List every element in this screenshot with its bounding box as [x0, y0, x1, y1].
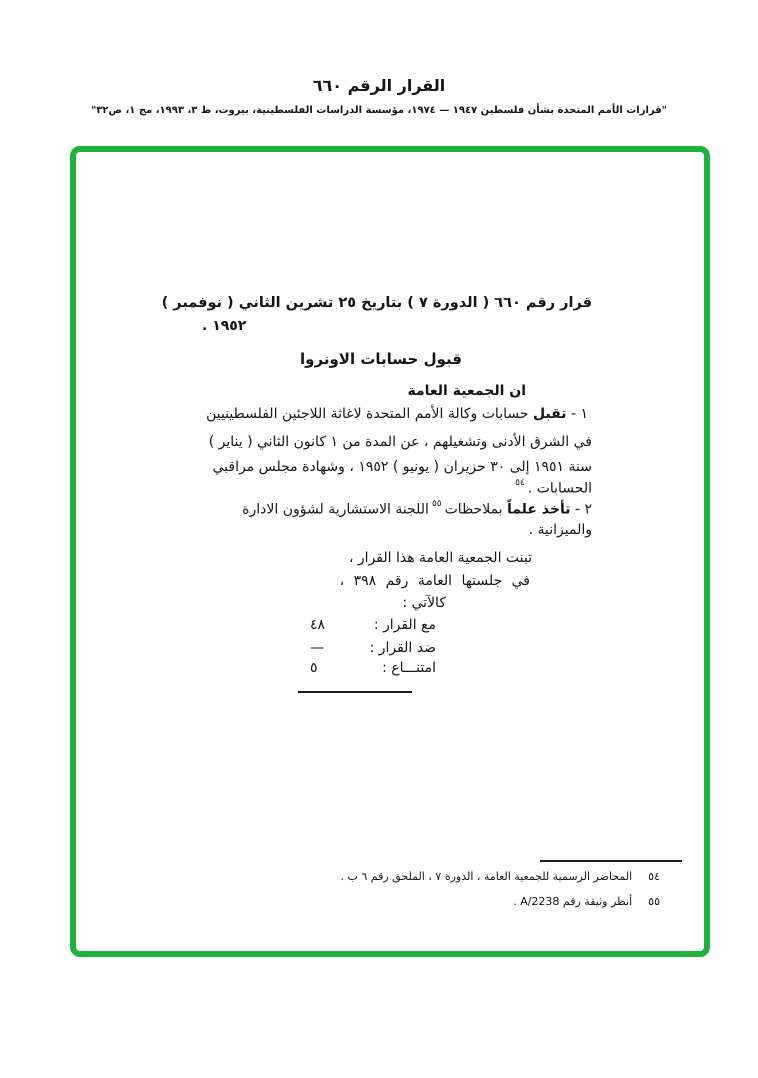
footnote-text: المحاضر الرسمية للجمعية العامة ، الدورة ٧ ، الملحق رقم ٦ ب . — [340, 870, 633, 883]
paragraph-1-line-3: سنة ١٩٥١ إلى ٣٠ حزيران ( يونيو ) ١٩٥٢ ، وشهادة مجلس مراقبي — [212, 459, 592, 475]
document-title: القرار الرقم ٦٦٠ — [312, 76, 446, 95]
footnote-marker: ٥٤ — [648, 870, 660, 883]
document-content — [161, 152, 592, 951]
vote-label: ضد القرار : — [369, 640, 436, 656]
vote-row-abstain — [310, 658, 436, 678]
paragraph-2-number: ٢ - — [570, 501, 592, 518]
resolution-heading-line1: قرار رقم ٦٦٠ ( الدورة ٧ ) بتاريخ ٢٥ تشرين الثاني ( نوفمبر ) — [161, 295, 592, 311]
adoption-line-3: كالآتي : — [402, 595, 446, 611]
annotation-frame — [70, 146, 710, 957]
footnote-ref-55: ٥٥ — [431, 499, 442, 509]
resolution-heading-line2: ١٩٥٢ . — [202, 318, 247, 334]
resolution-subject-title: قبول حسابات الاونروا — [300, 350, 462, 368]
vote-value: ٥ — [310, 660, 318, 676]
resolution-opener: ان الجمعية العامة — [407, 383, 526, 399]
paragraph-2-line-1 — [170, 496, 592, 520]
footnote-item-54 — [341, 867, 661, 887]
vote-value: ٤٨ — [310, 617, 326, 633]
footnotes — [341, 867, 661, 917]
paragraph-2-text: بملاحظات — [444, 501, 508, 518]
vote-label: مع القرار : — [373, 617, 436, 633]
paragraph-2-text-rest: اللجنة الاستشارية لشؤون الادارة — [242, 501, 429, 518]
paragraph-1-verb: تقبل — [532, 406, 567, 422]
paragraph-1-text: حسابات وكالة الأمم المتحدة لاغاثة اللاجئين الفلسطينيين — [206, 406, 533, 422]
adoption-line-1: تبنت الجمعية العامة هذا القرار ، — [348, 550, 532, 566]
votes-underline — [298, 691, 412, 693]
vote-row-against — [310, 638, 436, 658]
footnote-ref-54: ٥٤ — [515, 478, 525, 488]
vote-label: امتنـــاع : — [382, 660, 436, 676]
footnote-text: أنظر وثيقة رقم A/2238 . — [513, 895, 633, 908]
footnote-item-55 — [341, 892, 661, 912]
paragraph-2-verb: تأخذ علماً — [507, 501, 571, 518]
footnote-marker: ٥٥ — [648, 895, 660, 908]
paragraph-1-number: ١ - — [566, 406, 588, 422]
vote-row-for — [310, 615, 436, 635]
vote-value: — — [310, 640, 324, 656]
paragraph-2-line-2: والميزانية . — [528, 522, 592, 538]
paragraph-1-line-2: في الشرق الأدنى وتشغيلهم ، عن المدة من ١ كانون الثاني ( يناير ) — [208, 434, 592, 450]
footnote-separator — [540, 860, 682, 862]
adoption-line-2: في جلستها العامة رقم ٣٩٨ ، — [339, 573, 530, 589]
paragraph-1-line-1 — [170, 404, 592, 424]
paragraph-1-end: الحسابات . — [527, 480, 592, 497]
document-citation: "قرارات الأمم المتحدة بشأن فلسطين ١٩٤٧ — ١٩٧٤، مؤسسة الدراسات الفلسطينية، بيروت، ط ٣، ١٩٩٣، مج ١، ص٣٢" — [91, 105, 667, 116]
